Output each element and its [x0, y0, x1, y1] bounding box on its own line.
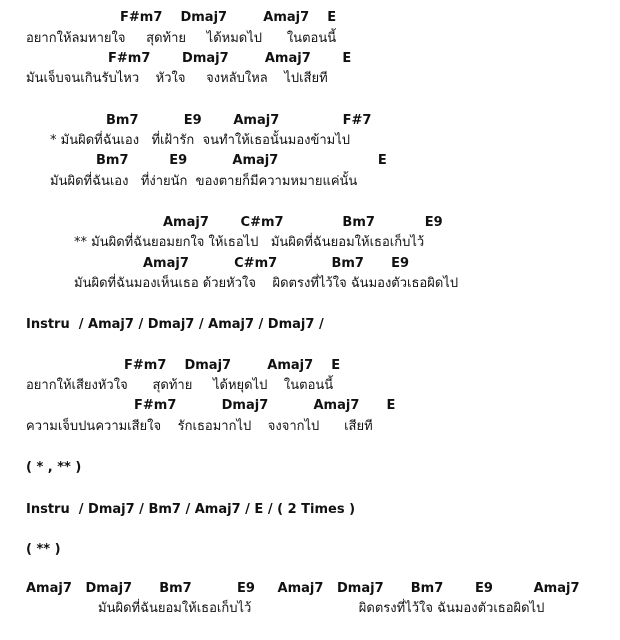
chorus-chords-line2: Amaj7 C#m7 Bm7 E9: [143, 256, 410, 271]
verse1-lyric-line1: อยากให้ลมหายใจ สุดท้าย ได้หมดไป ในตอนนี้: [26, 31, 337, 46]
verse1-chords-line2: F#m7 Dmaj7 Amaj7 E: [108, 51, 352, 66]
prechorus-chords-line2: Bm7 E9 Amaj7 E: [96, 153, 387, 168]
prechorus-lyric-line2: มันผิดที่ฉันเอง ที่ง่ายนัก ของตายก็มีความหมายแค่นั้น: [50, 174, 358, 189]
verse2-chords-line1: F#m7 Dmaj7 Amaj7 E: [124, 358, 341, 373]
repeat-marker-1: ( * , ** ): [26, 460, 82, 475]
verse2-chords-line2: F#m7 Dmaj7 Amaj7 E: [134, 398, 396, 413]
verse2-lyric-line1: อยากให้เสียงหัวใจ สุดท้าย ได้หยุดไป ในตอนนี้: [26, 378, 334, 393]
verse1-chords-line1: F#m7 Dmaj7 Amaj7 E: [120, 10, 337, 25]
chorus-lyric-line1: ** มันผิดที่ฉันยอมยกใจ ให้เธอไป มันผิดที่ฉันยอมให้เธอเก็บไว้: [74, 235, 425, 250]
instrumental-line-1: Instru / Amaj7 / Dmaj7 / Amaj7 / Dmaj7 /: [26, 317, 324, 332]
outro-chords-line: Amaj7 Dmaj7 Bm7 E9 Amaj7 Dmaj7 Bm7 E9 Amaj7: [26, 581, 580, 596]
prechorus-lyric-line1: * มันผิดที่ฉันเอง ที่เฝ้ารัก จนทำให้เธอนั้นมองข้ามไป: [50, 133, 351, 148]
chorus-lyric-line2: มันผิดที่ฉันมองเห็นเธอ ด้วยหัวใจ ผิดตรงที่ไว้ใจ ฉันมองตัวเธอผิดไป: [74, 276, 459, 291]
verse2-lyric-line2: ความเจ็บปนความเสียใจ รักเธอมากไป จงจากไป เสียที: [26, 419, 373, 434]
chorus-chords-line1: Amaj7 C#m7 Bm7 E9: [163, 215, 443, 230]
prechorus-chords-line1: Bm7 E9 Amaj7 F#7: [106, 113, 372, 128]
instrumental-line-2: Instru / Dmaj7 / Bm7 / Amaj7 / E / ( 2 Times ): [26, 502, 356, 517]
repeat-marker-2: ( ** ): [26, 542, 61, 557]
outro-lyric-line: มันผิดที่ฉันยอมให้เธอเก็บไว้ ผิดตรงที่ไว้ใจ ฉันมองตัวเธอผิดไป: [98, 601, 545, 616]
verse1-lyric-line2: มันเจ็บจนเกินรับไหว หัวใจ จงหลับใหล ไปเสียที: [26, 71, 328, 86]
